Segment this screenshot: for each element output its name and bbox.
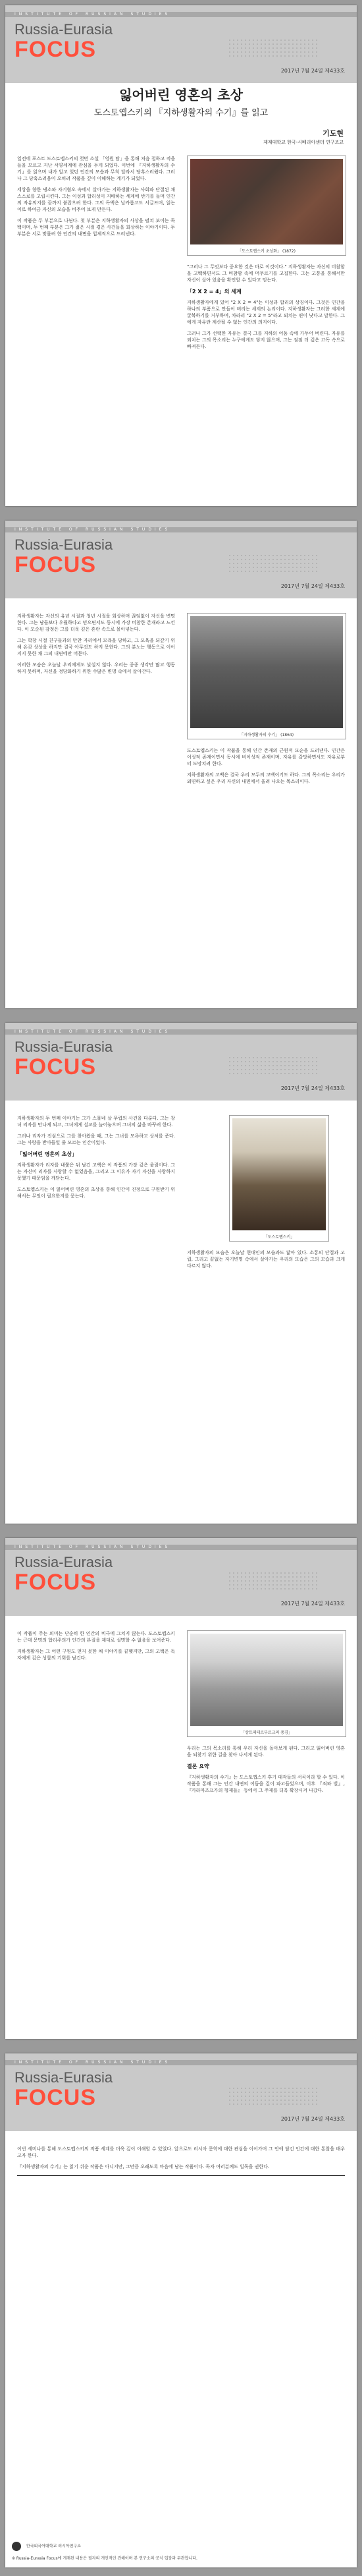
- header-institute: INSTITUTE OF RUSSIAN STUDIES: [14, 12, 171, 16]
- brand-line1: Russia-Eurasia: [14, 2069, 113, 2086]
- section-heading: 「2 X 2 = 4」의 세계: [187, 289, 242, 295]
- p4-right-paragraph: 우리는 그의 목소리를 통해 우리 자신을 돌아보게 된다. 그리고 잃어버린 영혼을 되찾기 위한 길을 찾아 나서게 된다.: [187, 1746, 345, 1758]
- author-name: 기도현: [323, 129, 344, 138]
- footer-note: ※ Russia-Eurasia Focus에 게재된 내용은 필자의 개인적인 견해이며 본 연구소의 공식 입장과 무관합니다.: [12, 2556, 197, 2561]
- footer-org-row: [12, 2542, 350, 2551]
- p2-photo: [190, 616, 343, 728]
- p1-photo: [190, 159, 343, 244]
- page-1: [5, 5, 357, 506]
- p2-left-column: [17, 613, 175, 679]
- p1-figure: [187, 156, 346, 256]
- p2-figure-caption: 「지하생활자의 수기」 (1864): [239, 733, 294, 737]
- page-2: [5, 521, 357, 1008]
- section-paragraph: 지하생활자가 리자를 내쫓은 뒤 남긴 고백은 이 작품의 가장 깊은 울림이다. 그는 자신이 리자를 사랑할 수 없었음을, 그리고 그 이유가 자기 자신을 사랑하지 못했기 때문임을 깨닫는다.: [17, 1162, 175, 1181]
- p3-left-column: [17, 1115, 175, 1204]
- header-institute: INSTITUTE OF RUSSIAN STUDIES: [14, 2060, 171, 2065]
- brand-line2: FOCUS: [14, 2085, 96, 2110]
- p4-figure: [187, 1630, 346, 1737]
- p2-right-column: [187, 747, 345, 789]
- footer: [12, 2542, 350, 2561]
- section-paragraph: 『지하생활자의 수기』는 도스토옙스키 후기 대작들의 서곡이라 할 수 있다. 이 작품을 통해 그는 인간 내면의 어둠을 깊이 파고들었으며, 이후 『죄와 벌』, 『카라마조프가의 형제들』 등에서 그 주제를 더욱 확장시켜 나갔다.: [187, 1775, 345, 1793]
- page-header: [5, 5, 357, 83]
- p1-left-paragraph: 세상을 향한 냉소와 자기혐오 속에서 살아가는 지하생활자는 사회와 단절된 채 스스로를 고립시킨다. 그는 이성과 합리성이 지배하는 세계에 반기를 들며 인간의 자유의지를 끝까지 붙잡으려 한다. 그의 독백은 날카롭고도 서글프며, 읽는 이로 하여금 자신의 모습을 비추어 보게 만든다.: [17, 187, 175, 212]
- page-4: [5, 1538, 357, 2039]
- issue-date: 2017년 7월 24일 제433호: [280, 583, 345, 589]
- p1-left-paragraph: 일전에 포스트 도스토옙스키의 첫번 소설 「영원 탐」을 통해 처음 접하고 적을 들을 모르고 지난 서양세계에 관심을 두게 되었다. 이번에 『지하생활자의 수기』를 읽으며 내가 알고 있던 인간의 모습과 무척 달라서 당혹스러웠다. 그러나 그 당혹스러움이 오히려 작품을 깊이 이해하는 계기가 되었다.: [17, 156, 175, 181]
- p2-figure: [187, 613, 346, 739]
- p4-left-paragraph: 지하생활자는 그 어떤 구원도 얻지 못한 채 이야기를 끝맺지만, 그의 고백은 독자에게 깊은 성찰의 기회를 남긴다.: [17, 1649, 175, 1661]
- page-header: [5, 1023, 357, 1101]
- p4-photo: [190, 1634, 343, 1726]
- section-paragraph: 도스토옙스키는 이 잃어버린 영혼의 초상을 통해 인간이 진정으로 구원받기 위해서는 무엇이 필요한지를 묻는다.: [17, 1187, 175, 1199]
- header-dots: [228, 554, 320, 575]
- issue-date: 2017년 7월 24일 제433호: [280, 1085, 345, 1091]
- p3-right-column: [187, 1249, 345, 1274]
- p5-body: [17, 2146, 345, 2181]
- brand-line1: Russia-Eurasia: [14, 1039, 113, 1055]
- p1-right-column: [187, 264, 345, 355]
- p3-left-paragraph: 그러나 리자가 진심으로 그를 찾아왔을 때, 그는 그녀를 모욕하고 상처를 준다. 그는 사랑을 받아들일 줄 모르는 인간이었다.: [17, 1133, 175, 1145]
- page-header: [5, 521, 357, 598]
- page-5: [5, 2053, 357, 2567]
- article-subtitle: 도스토옙스키의 『지하생활자의 수기』를 읽고: [93, 108, 269, 118]
- p5-paragraph: 『지하생활자의 수기』는 읽기 쉬운 작품은 아니지만, 그만큼 오래도록 마음에 남는 작품이다. 독자 여러분께도 일독을 권한다.: [17, 2164, 270, 2169]
- header-dots: [228, 1056, 320, 1077]
- p1-left-paragraph: 이 작품은 두 부분으로 나뉜다. 첫 부분은 지하생활자의 사상을 펼쳐 보이는 독백이며, 두 번째 부분은 그가 젊은 시절 겪은 사건들을 회상하는 이야기이다. 두 부분은 서로 맞물려 한 인간의 내면을 입체적으로 드러낸다.: [17, 218, 175, 237]
- header-institute: INSTITUTE OF RUSSIAN STUDIES: [14, 1545, 171, 1549]
- p1-left-column: [17, 156, 175, 242]
- brand-line2: FOCUS: [14, 1054, 96, 1079]
- institute-logo-icon: [12, 2542, 21, 2551]
- p2-right-paragraph: 도스토옙스키는 이 작품을 통해 인간 존재의 근원적 모순을 드러낸다. 인간은 이성적 존재이면서 동시에 비이성적 존재이며, 자유를 갈망하면서도 자유로부터 도망치려 한다.: [187, 748, 345, 766]
- section-heading: 「잃어버린 영혼의 초상」: [17, 1151, 78, 1157]
- p3-portrait-caption: 「도스토옙스키」: [263, 1235, 295, 1240]
- section-heading: 결론 요약: [187, 1763, 209, 1769]
- article-title: 잃어버린 영혼의 초상: [119, 87, 243, 103]
- p2-left-paragraph: 이러한 모습은 오늘날 우리에게도 낯설지 않다. 우리는 종종 생각만 많고 행동하지 못하며, 자신을 정당화하기 위한 수많은 변명 속에서 살아간다.: [17, 662, 175, 674]
- brand-line1: Russia-Eurasia: [14, 536, 113, 553]
- issue-date: 2017년 7월 24일 제433호: [280, 68, 345, 74]
- p3-portrait-photo: [232, 1118, 326, 1230]
- footer-divider: [17, 2175, 345, 2176]
- issue-date: 2017년 7월 24일 제433호: [280, 1601, 345, 1607]
- page-header: [5, 1538, 357, 1616]
- author-affiliation: 제제대학교 한국-시베리아센터 연구조교: [263, 140, 344, 145]
- brand-line1: Russia-Eurasia: [14, 21, 113, 38]
- header-dots: [228, 1571, 320, 1592]
- p4-left-paragraph: 이 작품이 주는 의미는 단순히 한 인간의 비극에 그치지 않는다. 도스토옙스키는 근대 문명의 합리주의가 인간의 본질을 제대로 설명할 수 없음을 보여준다.: [17, 1631, 175, 1643]
- brand-line1: Russia-Eurasia: [14, 1554, 113, 1570]
- p3-right-paragraph: 지하생활자의 모습은 오늘날 현대인의 모습과도 닮아 있다. 소통의 단절과 고립, 그리고 끝없는 자기변명 속에서 살아가는 우리의 모습은 그의 모습과 크게 다르지 않다.: [187, 1250, 345, 1269]
- header-institute: INSTITUTE OF RUSSIAN STUDIES: [14, 1029, 171, 1034]
- p2-right-paragraph: 지하생활자의 고백은 결국 우리 모두의 고백이기도 하다. 그의 목소리는 우리가 외면하고 싶은 우리 자신의 내면에서 울려 나오는 목소리이다.: [187, 772, 345, 784]
- p3-left-paragraph: 지하생활자의 두 번째 이야기는 그가 스물네 살 무렵의 사건을 다룬다. 그는 창녀 리자를 만나게 되고, 그녀에게 설교를 늘어놓으며 그녀의 삶을 바꾸려 한다.: [17, 1116, 175, 1128]
- section-paragraph: 그러나 그가 선택한 자유는 결국 그를 지하의 어둠 속에 가두어 버린다. 자유를 외치는 그의 목소리는 누구에게도 닿지 않으며, 그는 점점 더 깊은 고독 속으로 빠져든다.: [187, 331, 345, 349]
- p1-right-paragraph: "그러나 그 무엇보다 중요한 것은 바로 이것이다." 지하생활자는 자신의 비참함을 고백하면서도 그 비참함 속에 머무르기를 고집한다. 그는 고통을 통해서만 자신이 살아 있음을 확인할 수 있다고 믿는다.: [187, 264, 345, 283]
- issue-date: 2017년 7월 24일 제433호: [280, 2116, 345, 2122]
- brand-line2: FOCUS: [14, 37, 96, 62]
- footer-org: 한국외국어대학교 러시아연구소: [26, 2544, 81, 2549]
- p2-left-paragraph: 그는 학창 시절 친구들과의 만찬 자리에서 모욕을 당하고, 그 모욕을 되갚기 위해 온갖 상상을 하지만 결국 아무것도 하지 못한다. 그의 분노는 행동으로 이어지지 못한 채 그의 내면에만 머문다.: [17, 638, 175, 656]
- header-dots: [228, 2086, 320, 2107]
- page-3: [5, 1023, 357, 1524]
- p2-left-paragraph: 지하생활자는 자신의 유년 시절과 청년 시절을 회상하며 끊임없이 자신을 변명한다. 그는 남들보다 우월하다고 믿으면서도 동시에 가장 비참한 존재라고 느낀다. 이 모순된 감정은 그를 더욱 깊은 혼란 속으로 몰아넣는다.: [17, 614, 175, 632]
- header-institute: INSTITUTE OF RUSSIAN STUDIES: [14, 527, 171, 532]
- p1-figure-caption: 「도스토옙스키 초상화」 (1872): [238, 249, 296, 254]
- p5-paragraph: 이번 세미나를 통해 도스토옙스키의 작품 세계를 더욱 깊이 이해할 수 있었다. 앞으로도 러시아 문학에 대한 관심을 이어가며 그 안에 담긴 인간에 대한 통찰을 배우고자 한다.: [17, 2146, 345, 2158]
- p4-left-column: [17, 1630, 175, 1666]
- p3-portrait: [229, 1115, 329, 1242]
- p4-right-column: [187, 1745, 345, 1798]
- brand-line2: FOCUS: [14, 552, 96, 577]
- section-paragraph: 지하생활자에게 있어 "2 X 2 = 4"는 이성과 합리의 상징이다. 그것은 인간을 하나의 부품으로 만들어 버리는 세계의 논리이다. 지하생활자는 그러한 세계에 굴복하기를 거부하며, 차라리 "2 X 2 = 5"라고 외치는 편이 낫다고 말한다. 그에게 자유란 계산될 수 없는 인간의 의지이다.: [187, 300, 345, 325]
- brand-line2: FOCUS: [14, 1570, 96, 1595]
- page-header: [5, 2053, 357, 2131]
- p4-figure-caption: 「상트페테르부르크의 풍경」: [241, 1731, 292, 1735]
- header-dots: [228, 38, 320, 59]
